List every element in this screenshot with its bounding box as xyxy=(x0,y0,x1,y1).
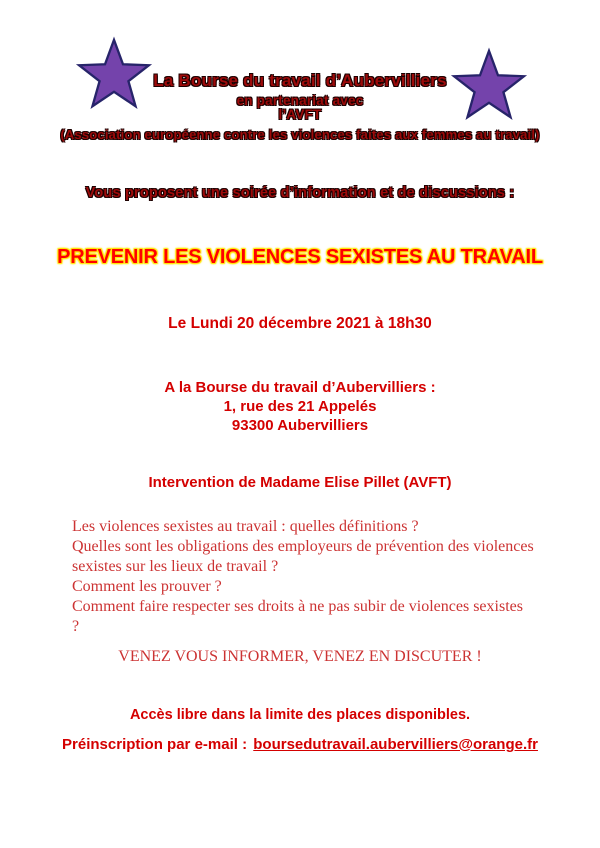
speaker-line: Intervention de Madame Elise Pillet (AVFT) xyxy=(148,474,452,491)
partnership-line: en partenariat avec xyxy=(236,93,364,108)
registration-line xyxy=(0,736,600,753)
registration-label: Préinscription par e-mail : xyxy=(62,736,248,753)
question-definitions: Les violences sexistes au travail : quelles définitions ? xyxy=(72,518,419,535)
access-note: Accès libre dans la limite des places disponibles. xyxy=(129,707,471,723)
org-title: La Bourse du travail d’Aubervilliers xyxy=(153,71,447,90)
venue-block xyxy=(0,378,600,435)
partner-name: l’AVFT xyxy=(278,107,322,122)
event-datetime: Le Lundi 20 décembre 2021 à 18h30 xyxy=(168,315,432,332)
questions-block xyxy=(72,517,534,637)
question-rights: Comment faire respecter ses droits à ne pas subir de violences sexistes ? xyxy=(72,598,523,635)
venue-name: A la Bourse du travail d’Aubervilliers : xyxy=(164,379,436,396)
venue-city: 93300 Aubervilliers xyxy=(231,417,369,434)
call-to-action: VENEZ VOUS INFORMER, VENEZ EN DISCUTER ! xyxy=(118,648,482,665)
venue-street: 1, rue des 21 Appelés xyxy=(223,398,377,415)
header-block xyxy=(0,71,600,142)
association-subtitle: (Association européenne contre les violences faites aux femmes au travail) xyxy=(60,127,540,142)
question-proof: Comment les prouver ? xyxy=(72,578,222,595)
registration-email-link[interactable]: boursedutravail.aubervilliers@orange.fr xyxy=(253,736,538,753)
tagline: Vous proposent une soirée d’information et de discussions : xyxy=(85,185,515,201)
event-title: PREVENIR LES VIOLENCES SEXISTES AU TRAVAIL xyxy=(57,246,543,268)
question-obligations: Quelles sont les obligations des employeurs de prévention des violences sexistes sur les lieux de travail ? xyxy=(72,538,534,575)
